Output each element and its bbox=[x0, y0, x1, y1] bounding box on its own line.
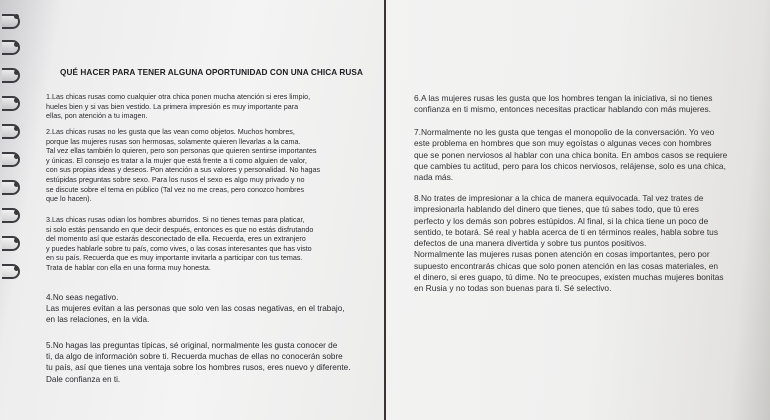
tip-4: 4.No seas negativo. Las mujeres evitan a las personas que solo ven las cosas negativas, en el trabajo, en las relaciones, en la vida. bbox=[46, 293, 345, 325]
binding-hole bbox=[14, 154, 19, 159]
page-title: QUÉ HACER PARA TENER ALGUNA OPORTUNIDAD CON UNA CHICA RUSA bbox=[60, 68, 363, 77]
binding-hole bbox=[14, 70, 19, 75]
binding-hole bbox=[14, 126, 19, 131]
tip-3: 3.Las chicas rusas odian los hombres aburridos. Si no tienes temas para platicar, si solo estás pensando en que decir después, entonces es que no estás disfrutando del momento así que estarás desconectado de ella. Recuerda, eres un extranjero y puedes hablarle sobre tu país, como vives, o las cosas interesantes que has visto en su país. Recuerda que es muy importante invitarla a participar con tus temas. Trata de hablar con ella en una forma muy honesta. bbox=[46, 215, 314, 272]
binding-hole bbox=[14, 14, 19, 19]
binding-hole bbox=[14, 238, 19, 243]
tip-5: 5.No hagas las preguntas típicas, sé original, normalmente les gusta conocer de ti, da algo de información sobre ti. Recuerda muchas de ellas no conocerán sobre tu país, así que tienes una ventaja sobre los hombres rusos, eres nuevo y diferente. Dale confianza en ti. bbox=[46, 341, 351, 384]
binding-hole bbox=[14, 210, 19, 215]
tip-8: 8.No trates de impresionar a la chica de manera equivocada. Tal vez trates de impresionarla hablando del dinero que tienes, que tú sabes todo, que tú eres perfecto y los demás son pobres estúpidos. Al final, si la chica tiene un poco de sentido, te botará. Sé real y habla acerca de ti en términos reales, habla sobre tus defectos de una manera divertida y sobre tus puntos positivos. Normalmente las mujeres rusas ponen atención en cosas importantes, pero por supuesto encontrarás chicas que solo ponen atención en las cosas materiales, en el dinero, si eres guapo, tú dime. No te preocupes, existen muchas mujeres bonitas en Rusia y no todas son buenas para ti. Sé selectivo. bbox=[414, 193, 724, 294]
tip-7: 7.Normalmente no les gusta que tengas el monopolio de la conversación. Yo veo este problema en hombres que son muy egoístas o algunas veces con hombres que se ponen nerviosos al hablar con una chica bonita. En ambos casos se requiere que cambies tu actitud, pero para los chicos nerviosos, relájense, solo es una chica, nada más. bbox=[414, 127, 728, 183]
right-page bbox=[386, 0, 770, 420]
binding-hole bbox=[14, 98, 19, 103]
tip-1: 1.Las chicas rusas como cualquier otra chica ponen mucha atención si eres limpio, hueles bien y si vas bien vestido. La primera impresión es muy importante para ellas, pon atención a tu imagen. bbox=[46, 92, 311, 121]
binding-hole bbox=[14, 182, 19, 187]
spiral-binding bbox=[0, 0, 22, 420]
binding-hole bbox=[14, 266, 19, 271]
left-page bbox=[0, 0, 384, 420]
tip-6: 6.A las mujeres rusas les gusta que los hombres tengan la iniciativa, si no tienes confianza en ti mismo, entonces necesitas practicar hablando con más mujeres. bbox=[414, 93, 713, 115]
binding-hole bbox=[14, 42, 19, 47]
tip-2: 2.Las chicas rusas no les gusta que las vean como objetos. Muchos hombres, porque las mujeres rusas son hermosas, solamente quieren llevarlas a la cama. Tal vez ellas también lo quieren, pero son personas que quieren sentirse importantes y únicas. El consejo es tratar a la mujer que está frente a ti como alguien de valor, con sus propias ideas y deseos. Pon atención a sus valores y personalidad. No hagas estúpidas preguntas sobre sexo. Para los rusos el sexo es algo muy privado y no se discute sobre el tema en público (Tal vez no me creas, pero conozco hombres que lo hacen). bbox=[46, 127, 321, 204]
